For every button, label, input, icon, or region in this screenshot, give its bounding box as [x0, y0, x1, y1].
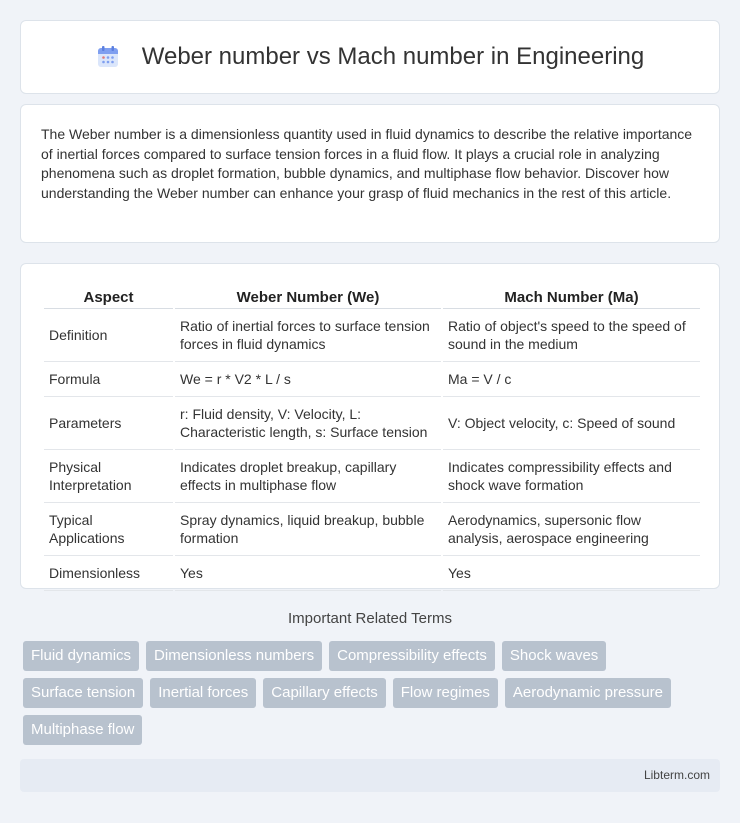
cell-aspect: Physical Interpretation — [44, 450, 173, 503]
title-wrap — [96, 43, 644, 71]
table-row — [44, 309, 700, 362]
cell-aspect: Formula — [44, 362, 173, 397]
cell-mach: Ma = V / c — [443, 362, 700, 397]
cell-aspect: Parameters — [44, 397, 173, 450]
cell-weber: Yes — [175, 556, 441, 591]
cell-mach: Aerodynamics, supersonic flow analysis, aerospace engineering — [443, 503, 700, 556]
comparison-table — [42, 284, 702, 591]
intro-text: The Weber number is a dimensionless quantity used in fluid dynamics to describe the relative importance of inertial forces compared to surface tension forces in a fluid flow. It plays a crucial role in analyzing phenomena such as droplet formation, bubble dynamics, and multiphase flow behavior. Discover how understanding the Weber number can enhance your grasp of fluid mechanics in the rest of this article. — [41, 126, 693, 201]
header-weber: Weber Number (We) — [175, 284, 441, 309]
cell-weber: Spray dynamics, liquid breakup, bubble formation — [175, 503, 441, 556]
tag-dimensionless-numbers[interactable]: Dimensionless numbers — [146, 641, 322, 671]
cell-mach: Yes — [443, 556, 700, 591]
footer — [20, 759, 720, 792]
table-row — [44, 397, 700, 450]
table-card — [20, 263, 720, 589]
table-row — [44, 362, 700, 397]
cell-weber: Indicates droplet breakup, capillary effects in multiphase flow — [175, 450, 441, 503]
tag-shock-waves[interactable]: Shock waves — [502, 641, 606, 671]
tag-inertial-forces[interactable]: Inertial forces — [150, 678, 256, 708]
cell-weber: r: Fluid density, V: Velocity, L: Characteristic length, s: Surface tension — [175, 397, 441, 450]
tag-flow-regimes[interactable]: Flow regimes — [393, 678, 498, 708]
table-header-row — [44, 284, 700, 309]
tag-capillary-effects[interactable]: Capillary effects — [263, 678, 385, 708]
cell-aspect: Dimensionless — [44, 556, 173, 591]
header-mach: Mach Number (Ma) — [443, 284, 700, 309]
cell-weber: Ratio of inertial forces to surface tension forces in fluid dynamics — [175, 309, 441, 362]
related-terms-title: Important Related Terms — [288, 610, 452, 627]
tag-compressibility-effects[interactable]: Compressibility effects — [329, 641, 495, 671]
tag-surface-tension[interactable]: Surface tension — [23, 678, 143, 708]
cell-mach: Ratio of object's speed to the speed of sound in the medium — [443, 309, 700, 362]
header-aspect: Aspect — [44, 284, 173, 309]
table-row — [44, 556, 700, 591]
intro-card — [20, 104, 720, 243]
tag-fluid-dynamics[interactable]: Fluid dynamics — [23, 641, 139, 671]
cell-aspect: Typical Applications — [44, 503, 173, 556]
calendar-icon — [96, 45, 120, 69]
page-title: Weber number vs Mach number in Engineering — [141, 43, 645, 70]
title-card — [20, 20, 720, 94]
cell-aspect: Definition — [44, 309, 173, 362]
cell-weber: We = r * V2 * L / s — [175, 362, 441, 397]
footer-site-link[interactable]: Libterm.com — [643, 768, 710, 782]
tag-aerodynamic-pressure[interactable]: Aerodynamic pressure — [505, 678, 671, 708]
tag-multiphase-flow[interactable]: Multiphase flow — [23, 715, 142, 745]
related-tags — [23, 641, 723, 745]
cell-mach: V: Object velocity, c: Speed of sound — [443, 397, 700, 450]
table-row — [44, 503, 700, 556]
table-row — [44, 450, 700, 503]
cell-mach: Indicates compressibility effects and shock wave formation — [443, 450, 700, 503]
